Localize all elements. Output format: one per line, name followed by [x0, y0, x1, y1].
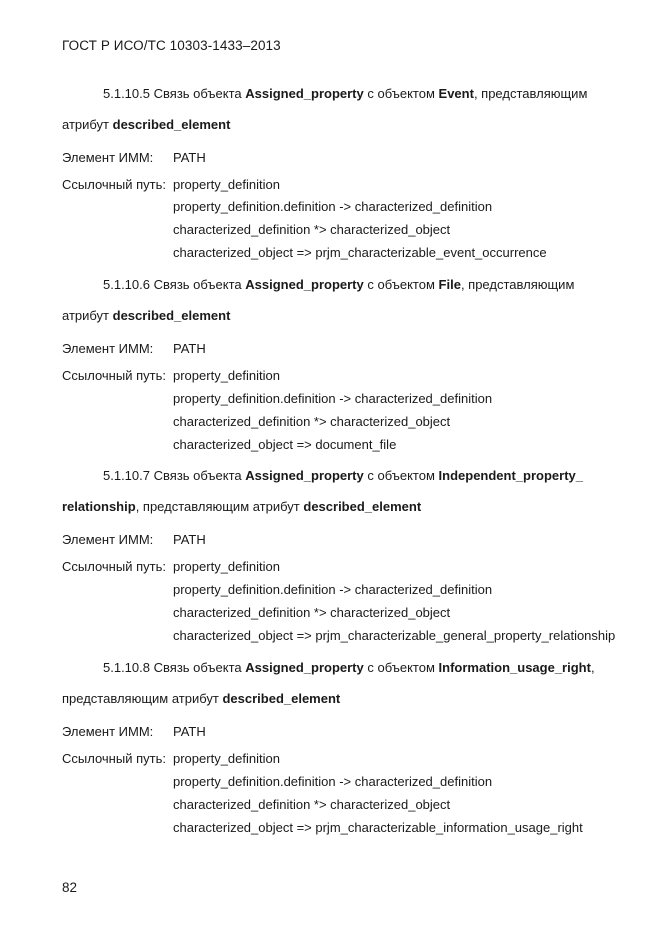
ref-path-label: Ссылочный путь:: [62, 751, 166, 766]
ref-path-line: characterized_object => document_file: [173, 437, 397, 452]
element-label: Элемент ИММ:: [62, 150, 154, 165]
element-value: PATH: [173, 341, 206, 356]
target-entity: Information_usage_right: [438, 660, 591, 675]
heading-text: ,: [590, 660, 595, 675]
ref-path-line: characterized_object => prjm_characterizable_information_usage_right: [173, 820, 583, 835]
heading-text: с объектом: [367, 660, 435, 675]
element-label: Элемент ИММ:: [62, 724, 154, 739]
ref-path-line: characterized_definition *> characterized_object: [173, 605, 451, 620]
heading-text: , представляющим: [460, 277, 575, 292]
attribute-name: described_element: [303, 499, 422, 514]
attribute-name: described_element: [112, 308, 231, 323]
ref-path-line: property_definition.definition -> characterized_definition: [173, 774, 493, 789]
section-heading-line2: [62, 691, 340, 706]
section-heading-line2: [62, 499, 421, 514]
ref-path-label: Ссылочный путь:: [62, 177, 166, 192]
heading-text: Связь объекта: [153, 277, 242, 292]
ref-path-line: property_definition.definition -> characterized_definition: [173, 391, 493, 406]
element-label: Элемент ИММ:: [62, 532, 154, 547]
heading-text: с объектом: [367, 86, 435, 101]
ref-path-line: property_definition: [173, 368, 280, 383]
attribute-name: described_element: [112, 117, 231, 132]
ref-path-line: characterized_definition *> characterized_object: [173, 222, 451, 237]
section-heading-line1: [103, 468, 583, 483]
heading-text: , представляющим атрибут: [135, 499, 300, 514]
element-value: PATH: [173, 150, 206, 165]
section-number: 5.1.10.6: [103, 277, 150, 292]
ref-path-line: characterized_definition *> characterized_object: [173, 797, 451, 812]
entity-name: Assigned_property: [245, 660, 364, 675]
ref-path-line: property_definition: [173, 751, 280, 766]
ref-path-line: characterized_definition *> characterized_object: [173, 414, 451, 429]
heading-text: Связь объекта: [153, 468, 242, 483]
entity-name: Assigned_property: [245, 468, 364, 483]
section-heading-line1: [103, 277, 574, 292]
ref-path-line: characterized_object => prjm_characterizable_general_property_relationship: [173, 628, 616, 643]
section-number: 5.1.10.8: [103, 660, 150, 675]
heading-text: с объектом: [367, 277, 435, 292]
section-heading-line2: [62, 308, 230, 323]
ref-path-line: property_definition.definition -> characterized_definition: [173, 582, 493, 597]
entity-name: Assigned_property: [245, 86, 364, 101]
heading-text: Связь объекта: [153, 86, 242, 101]
ref-path-line: property_definition: [173, 559, 280, 574]
heading-text: с объектом: [367, 468, 435, 483]
heading-text: атрибут: [62, 117, 110, 132]
ref-path-line: characterized_object => prjm_characterizable_event_occurrence: [173, 245, 547, 260]
entity-name: Assigned_property: [245, 277, 364, 292]
target-entity: Event: [438, 86, 474, 101]
target-entity: Independent_property_: [438, 468, 583, 483]
section-heading-line1: [103, 86, 587, 101]
heading-text: атрибут: [62, 308, 110, 323]
heading-text: Связь объекта: [153, 660, 242, 675]
element-value: PATH: [173, 532, 206, 547]
element-label: Элемент ИММ:: [62, 341, 154, 356]
ref-path-line: property_definition.definition -> characterized_definition: [173, 199, 493, 214]
section-heading-line1: [103, 660, 595, 675]
section-number: 5.1.10.7: [103, 468, 150, 483]
page-number: 82: [62, 880, 78, 895]
page-header: ГОСТ Р ИСО/ТС 10303-1433–2013: [62, 38, 281, 53]
target-entity: File: [438, 277, 461, 292]
heading-text: , представляющим: [473, 86, 588, 101]
section-number: 5.1.10.5: [103, 86, 150, 101]
heading-text: представляющим атрибут: [62, 691, 219, 706]
section-heading-line2: [62, 117, 230, 132]
ref-path-label: Ссылочный путь:: [62, 368, 166, 383]
attribute-name: described_element: [222, 691, 341, 706]
ref-path-line: property_definition: [173, 177, 280, 192]
element-value: PATH: [173, 724, 206, 739]
target-entity-continued: relationship: [62, 499, 136, 514]
ref-path-label: Ссылочный путь:: [62, 559, 166, 574]
